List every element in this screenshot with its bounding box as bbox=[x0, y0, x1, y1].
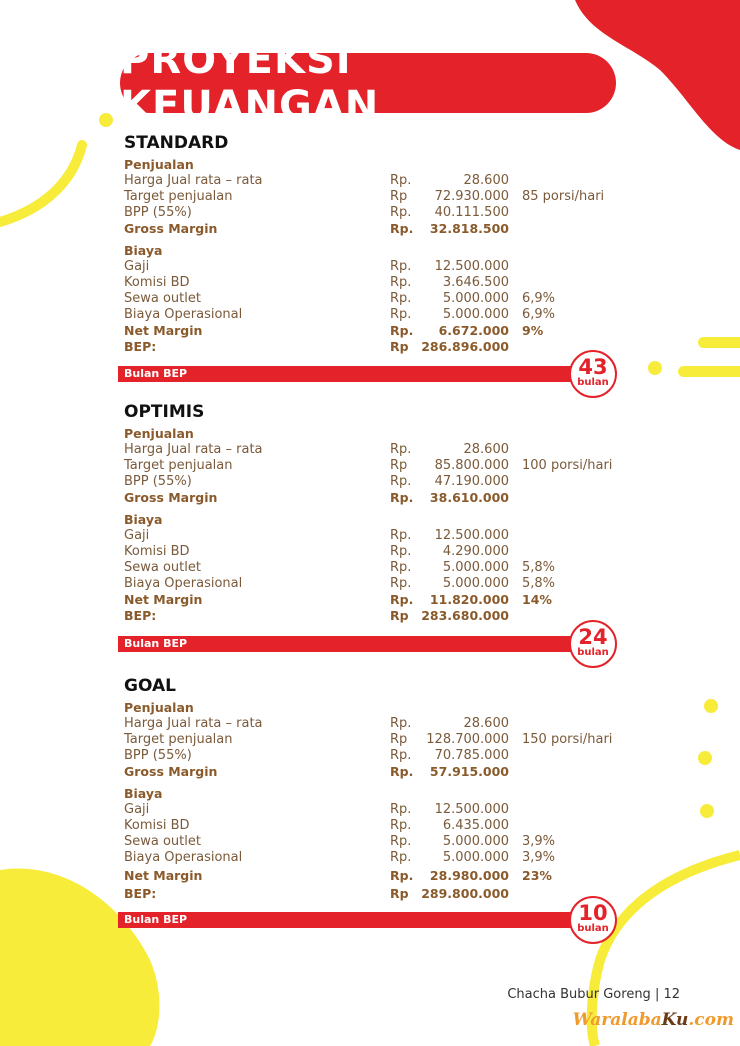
yellow-dot-right bbox=[648, 361, 662, 375]
cost-heading: Biaya bbox=[124, 243, 163, 258]
yellow-dash-right-2 bbox=[678, 366, 740, 377]
bep-bar: Bulan BEP bbox=[118, 366, 588, 382]
table-row: Gross Margin Rp. 38.610.000 bbox=[124, 490, 509, 505]
yellow-dot-r1 bbox=[704, 699, 718, 713]
table-row: Net Margin Rp. 11.820.000 14% bbox=[124, 592, 552, 607]
table-row: Biaya Operasional Rp. 5.000.000 6,9% bbox=[124, 307, 556, 322]
table-row: Gaji Rp. 12.500.000 bbox=[124, 528, 509, 543]
table-row: Sewa outlet Rp. 5.000.000 3,9% bbox=[124, 834, 556, 849]
scenario-title: STANDARD bbox=[124, 133, 229, 153]
yellow-dot-r3 bbox=[700, 804, 714, 818]
scenario-goal bbox=[124, 676, 624, 902]
table-row: Net Margin Rp. 28.980.000 23% bbox=[124, 868, 552, 883]
bep-bar: Bulan BEP bbox=[118, 636, 588, 652]
yellow-dot-r2 bbox=[698, 751, 712, 765]
table-row: Gross Margin Rp. 57.915.000 bbox=[124, 764, 509, 779]
bep-bar: Bulan BEP bbox=[118, 912, 588, 928]
sales-heading: Penjualan bbox=[124, 700, 194, 715]
table-row: Komisi BD Rp. 4.290.000 bbox=[124, 544, 509, 559]
scenario-title: OPTIMIS bbox=[124, 402, 205, 422]
table-row: Gross Margin Rp. 32.818.500 bbox=[124, 221, 509, 236]
watermark-logo: WaralabaKu.com bbox=[572, 1010, 734, 1030]
table-row: BPP (55%) Rp. 70.785.000 bbox=[124, 748, 509, 763]
yellow-dash-right-1 bbox=[698, 337, 740, 348]
scenario-standard bbox=[124, 133, 624, 355]
bep-months-badge: 10 bulan bbox=[569, 896, 617, 944]
table-row: Sewa outlet Rp. 5.000.000 5,8% bbox=[124, 560, 556, 575]
table-row: Komisi BD Rp. 3.646.500 bbox=[124, 275, 509, 290]
table-row: Komisi BD Rp. 6.435.000 bbox=[124, 818, 509, 833]
page-title: PROYEKSI KEUANGAN bbox=[120, 53, 616, 113]
table-row: Biaya Operasional Rp. 5.000.000 5,8% bbox=[124, 576, 556, 591]
sales-heading: Penjualan bbox=[124, 426, 194, 441]
table-row: BEP: Rp 283.680.000 bbox=[124, 608, 509, 623]
table-row: Harga Jual rata – rata Rp. 28.600 bbox=[124, 442, 509, 457]
scenario-title: GOAL bbox=[124, 676, 176, 696]
table-row: Target penjualan Rp 72.930.000 85 porsi/hari bbox=[124, 189, 605, 204]
table-row: Harga Jual rata – rata Rp. 28.600 bbox=[124, 173, 509, 188]
table-row: Harga Jual rata – rata Rp. 28.600 bbox=[124, 716, 509, 731]
yellow-arc-top-left bbox=[0, 145, 82, 222]
table-row: Gaji Rp. 12.500.000 bbox=[124, 259, 509, 274]
table-row: Sewa outlet Rp. 5.000.000 6,9% bbox=[124, 291, 556, 306]
scenario-optimis bbox=[124, 402, 624, 624]
bep-months-badge: 43 bulan bbox=[569, 350, 617, 398]
sales-heading: Penjualan bbox=[124, 157, 194, 172]
yellow-dot bbox=[99, 113, 113, 127]
cost-heading: Biaya bbox=[124, 786, 163, 801]
cost-heading: Biaya bbox=[124, 512, 163, 527]
table-row: BPP (55%) Rp. 47.190.000 bbox=[124, 474, 509, 489]
table-row: BEP: Rp 289.800.000 bbox=[124, 886, 509, 901]
table-row: Net Margin Rp. 6.672.000 9% bbox=[124, 323, 544, 338]
table-row: Target penjualan Rp 128.700.000 150 porsi/hari bbox=[124, 732, 613, 747]
bep-months-badge: 24 bulan bbox=[569, 620, 617, 668]
table-row: Biaya Operasional Rp. 5.000.000 3,9% bbox=[124, 850, 556, 865]
table-row: Gaji Rp. 12.500.000 bbox=[124, 802, 509, 817]
page-footer: Chacha Bubur Goreng | 12 bbox=[507, 987, 680, 1002]
table-row: Target penjualan Rp 85.800.000 100 porsi/hari bbox=[124, 458, 613, 473]
table-row: BEP: Rp 286.896.000 bbox=[124, 339, 509, 354]
table-row: BPP (55%) Rp. 40.111.500 bbox=[124, 205, 509, 220]
